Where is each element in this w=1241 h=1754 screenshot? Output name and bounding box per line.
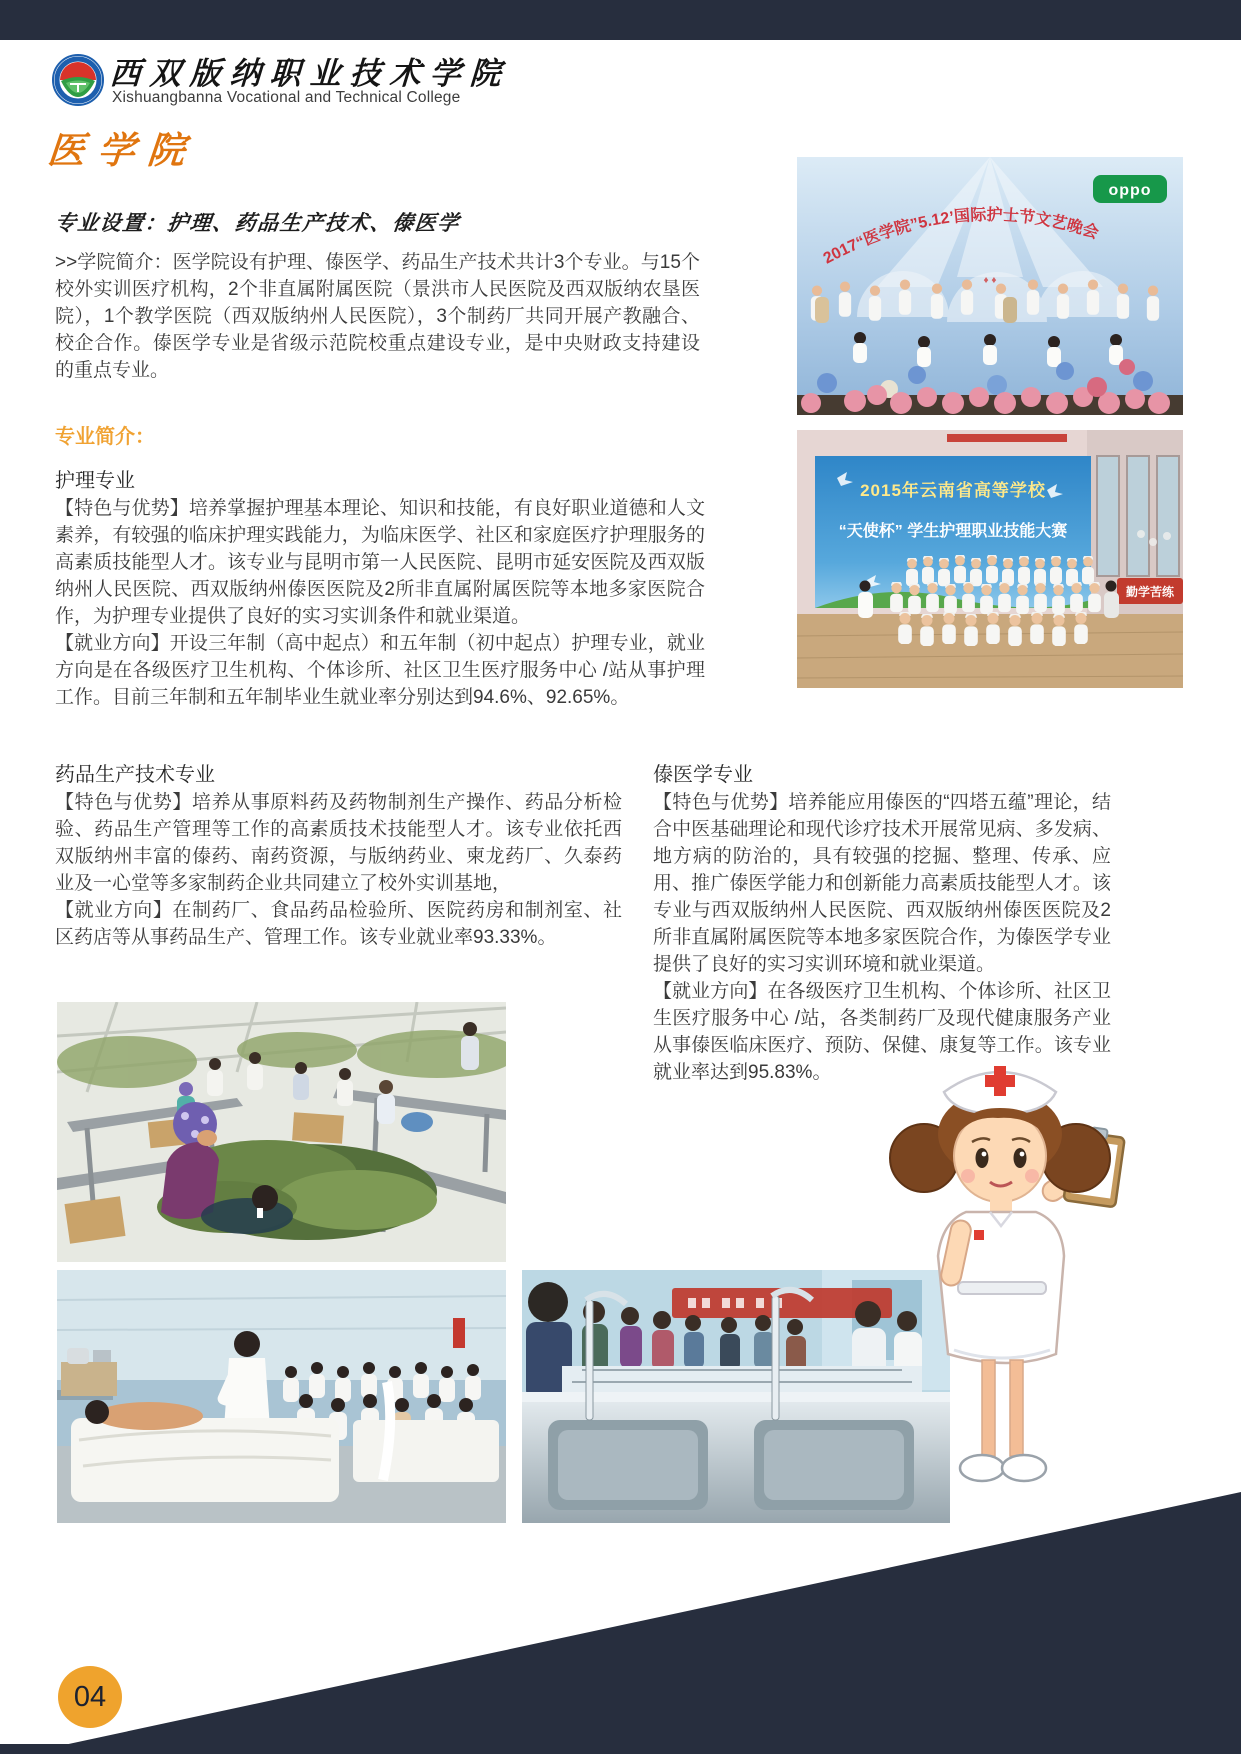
section-label: 专业简介： (55, 426, 155, 448)
college-logo-icon (52, 54, 104, 106)
photo-nurse-gala-stage (797, 157, 1183, 415)
photo-herb-greenhouse (57, 1002, 506, 1262)
college-name-zh: 西双版纳职业技术学院 (108, 56, 511, 92)
top-bar (0, 0, 1241, 40)
daimedicine-features-text: 【特色与优势】培养能应用傣医的“四塔五蕴”理论，结合中医基础理论和现代诊疗技术开展常见病、多发病、地方病的防治的，具有较强的挖掘、整理、传承、应用、推广傣医学能力和创新能力高素质技能型人才。该专业与西双版纳州人民医院、西双版纳州傣医医院及2所非直属附属医院等本地多家医院合作，为傣医学专业提供了良好的实习实训环境和就业渠道。 (653, 792, 1111, 975)
major-nursing-section (55, 464, 705, 711)
college-intro-paragraph: >>学院简介：医学院设有护理、傣医学、药品生产技术共计3个专业。与15个校外实训医疗机构，2个非直属附属医院（景洪市人民医院及西双版纳农垦医院），1个教学医院（西双版纳州人民医院），3个制药厂共同开展产教融合、校企合作。傣医学专业是省级示范院校重点建设专业，是中央财政支持建设的重点专业。 (55, 252, 700, 381)
slogan-banner-text: 勤学苦练 (1125, 585, 1175, 599)
page-number-badge: 04 (58, 1666, 122, 1728)
competition-banner-line2: “天使杯” 学生护理职业技能大赛 (838, 523, 1068, 540)
gala-banner-text: 2017“医学院”5.12’国际护士节文艺晚会 (820, 206, 1101, 268)
competition-banner-line1: 2015年云南省高等学校 (860, 481, 1046, 500)
svg-text:♦ ♦: ♦ ♦ (983, 275, 997, 286)
nursing-employment-text: 【就业方向】开设三年制（高中起点）和五年制（初中起点）护理专业，就业方向是在各级医疗卫生机构、个体诊所、社区卫生医疗服务中心 /站从事护理工作。目前三年制和五年制毕业生就业率分别达到94.6%、92.65%。 (55, 633, 705, 708)
major-nursing-title: 护理专业 (55, 470, 135, 492)
major-pharma-section (55, 758, 622, 951)
majors-setup-line: 专业设置：护理、药品生产技术、傣医学 (53, 210, 462, 235)
nursing-features-text: 【特色与优势】培养掌握护理基本理论、知识和技能，有良好职业道德和人文素养，有较强的临床护理实践能力，为临床医学、社区和家庭医疗护理服务的高素质技能型人才。该专业与昆明市第一人民医院、昆明市延安医院及西双版纳州人民医院、西双版纳州傣医医院及2所非直属附属医院等本地多家医院合作，为护理专业提供了良好的实习实训条件和就业渠道。 (55, 498, 705, 627)
fire-extinguisher (453, 1318, 465, 1348)
pharma-employment-text: 【就业方向】在制药厂、食品药品检验所、医院药房和制剂室、社区药店等从事药品生产、管理工作。该专业就业率93.33%。 (55, 900, 622, 948)
photo-skills-competition (797, 430, 1183, 688)
college-name-en: Xishuangbanna Vocational and Technical College (112, 89, 461, 106)
pharma-features-text: 【特色与优势】培养从事原料药及药物制剂生产操作、药品分析检验、药品生产管理等工作的高素质技术技能型人才。该专业依托西双版纳州丰富的傣药、南药资源，与版纳药业、柬龙药厂、久泰药业及一心堂等多家制药企业共同建立了校外实训基地， (55, 792, 622, 894)
major-pharma-title: 药品生产技术专业 (55, 764, 215, 786)
oppo-logo-text: oppo (1108, 182, 1152, 199)
major-daimedicine-title: 傣医学专业 (653, 764, 753, 786)
daimedicine-employment-text: 【就业方向】在各级医疗卫生机构、个体诊所、社区卫生医疗服务中心 /站，各类制药厂及现代健康服务产业从事傣医临床医疗、预防、保健、康复等工作。该专业就业率达到95.83%。 (653, 981, 1111, 1083)
footer-triangle (0, 1380, 1241, 1754)
page-title: 医学院 (45, 128, 200, 172)
